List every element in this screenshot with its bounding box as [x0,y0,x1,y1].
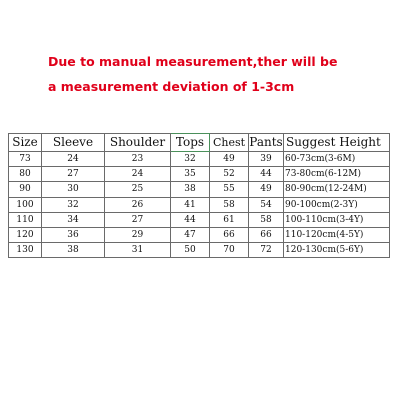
cell-pants: 66 [249,227,284,242]
cell-pants: 49 [249,182,284,197]
table-header-row [9,134,390,152]
cell-pants: 39 [249,152,284,167]
cell-tops: 41 [171,197,210,212]
header-pants: Pants [249,134,284,152]
cell-suggest-height: 120-130cm(5-6Y) [284,243,390,258]
cell-size: 100 [9,197,42,212]
cell-sleeve: 27 [42,167,105,182]
table-row [9,152,390,167]
header-size: Size [9,134,42,152]
cell-chest: 66 [210,227,249,242]
cell-size: 110 [9,212,42,227]
header-tops: Tops [171,134,210,152]
cell-sleeve: 30 [42,182,105,197]
size-chart-table [8,133,390,258]
cell-tops: 47 [171,227,210,242]
cell-chest: 55 [210,182,249,197]
cell-shoulder: 23 [105,152,171,167]
cell-shoulder: 24 [105,167,171,182]
cell-shoulder: 27 [105,212,171,227]
measurement-notice [48,49,388,99]
cell-tops: 32 [171,152,210,167]
header-suggest-height: Suggest Height [284,134,390,152]
cell-chest: 49 [210,152,249,167]
cell-tops: 38 [171,182,210,197]
table-row [9,212,390,227]
cell-shoulder: 25 [105,182,171,197]
table-row [9,227,390,242]
table-row [9,182,390,197]
cell-size: 80 [9,167,42,182]
cell-pants: 54 [249,197,284,212]
cell-size: 130 [9,243,42,258]
cell-sleeve: 36 [42,227,105,242]
notice-line-2: a measurement deviation of 1-3cm [48,79,295,94]
cell-shoulder: 26 [105,197,171,212]
cell-size: 73 [9,152,42,167]
cell-chest: 58 [210,197,249,212]
cell-pants: 72 [249,243,284,258]
header-chest: Chest [210,134,249,152]
cell-tops: 35 [171,167,210,182]
cell-size: 120 [9,227,42,242]
table-row [9,197,390,212]
cell-sleeve: 24 [42,152,105,167]
cell-suggest-height: 100-110cm(3-4Y) [284,212,390,227]
cell-chest: 70 [210,243,249,258]
cell-shoulder: 31 [105,243,171,258]
cell-chest: 52 [210,167,249,182]
cell-tops: 50 [171,243,210,258]
cell-sleeve: 32 [42,197,105,212]
cell-pants: 44 [249,167,284,182]
cell-suggest-height: 73-80cm(6-12M) [284,167,390,182]
cell-shoulder: 29 [105,227,171,242]
cell-suggest-height: 90-100cm(2-3Y) [284,197,390,212]
cell-sleeve: 34 [42,212,105,227]
header-shoulder: Shoulder [105,134,171,152]
table-row [9,243,390,258]
cell-pants: 58 [249,212,284,227]
cell-suggest-height: 110-120cm(4-5Y) [284,227,390,242]
cell-sleeve: 38 [42,243,105,258]
table-row [9,167,390,182]
cell-chest: 61 [210,212,249,227]
cell-tops: 44 [171,212,210,227]
cell-suggest-height: 60-73cm(3-6M) [284,152,390,167]
header-sleeve: Sleeve [42,134,105,152]
table-body [9,152,390,258]
cell-size: 90 [9,182,42,197]
notice-line-1: Due to manual measurement,ther will be [48,54,338,69]
cell-suggest-height: 80-90cm(12-24M) [284,182,390,197]
